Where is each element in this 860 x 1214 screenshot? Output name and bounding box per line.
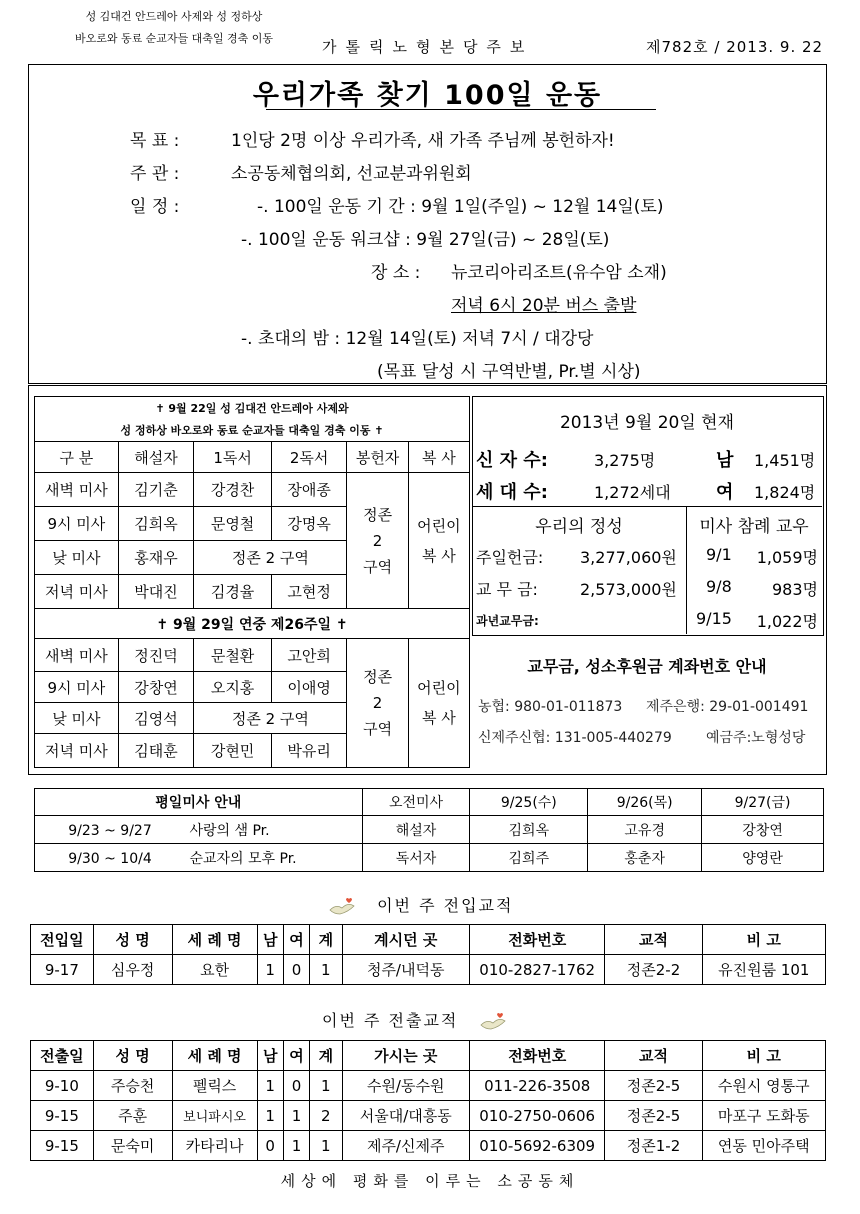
weekday-cell: 홍춘자 <box>588 844 702 872</box>
transfer-out-title: 이번 주 전출교적 <box>322 1011 459 1030</box>
transfer-cell: 수원/동수원 <box>342 1071 469 1101</box>
weekday-period <box>35 816 363 844</box>
roster-title-cell <box>35 397 470 442</box>
weekday-cell: 고유경 <box>588 816 702 844</box>
transfer-cell: 010-2827-1762 <box>469 955 605 985</box>
attend-count: 983명 <box>772 580 818 599</box>
transfer-header: 전화번호 <box>469 1041 605 1071</box>
dove-heart-icon <box>479 1011 507 1033</box>
transfer-cell: 정존1-2 <box>605 1131 702 1161</box>
transfer-header: 남 <box>257 1041 283 1071</box>
col-header: 복 사 <box>408 442 469 473</box>
transfer-header: 전화번호 <box>469 925 605 955</box>
transfer-header: 여 <box>283 925 309 955</box>
col-header: 1독서 <box>194 442 272 473</box>
households-label: 세 대 수: <box>476 482 548 503</box>
transfer-header: 세 례 명 <box>172 925 257 955</box>
pr-name: 순교자의 모후 Pr. <box>189 850 297 867</box>
offering-line: 2 <box>372 694 383 712</box>
roster-cell: 강창연 <box>118 672 194 703</box>
roster-cell: 정존 2 구역 <box>194 703 347 734</box>
roster-cell: 정존 2 구역 <box>194 541 347 575</box>
transfer-cell: 수원시 영통구 <box>702 1071 825 1101</box>
transfer-cell: 1 <box>310 955 342 985</box>
transfer-header: 성 명 <box>93 1041 172 1071</box>
roster-cell: 장애종 <box>271 473 347 507</box>
transfer-cell: 2 <box>310 1101 342 1131</box>
transfer-out-table <box>30 1040 826 1161</box>
transfer-cell: 제주/신제주 <box>342 1131 469 1161</box>
roster-cell: 오지홍 <box>194 672 272 703</box>
award-note: (목표 달성 시 구역반별, Pr.별 시상) <box>377 362 641 382</box>
bulletin-name: 가톨릭노형본당주보 <box>322 38 534 56</box>
male-label: 남 <box>716 450 734 471</box>
roster-cell: 김영석 <box>118 703 194 734</box>
weekday-period <box>35 844 363 872</box>
offering-group <box>347 639 408 768</box>
transfer-cell: 1 <box>257 1071 283 1101</box>
weekday-mass-table <box>34 788 824 872</box>
transfer-cell: 카타리나 <box>172 1131 257 1161</box>
transfer-cell: 1 <box>283 1131 309 1161</box>
roster-title-week2: ✝ 9월 29일 연중 제26주일 ✝ <box>35 609 470 639</box>
transfer-cell: 심우정 <box>93 955 172 985</box>
mass-name: 9시 미사 <box>35 507 119 541</box>
weekday-header: 오전미사 <box>362 789 470 816</box>
past-due-label: 과년교무금: <box>476 614 539 628</box>
footer-motto: 세상에 평화를 이루는 소공동체 <box>280 1172 580 1190</box>
offering-group <box>347 473 408 609</box>
server-line: 복 사 <box>421 546 456 565</box>
female-count: 1,824명 <box>754 483 816 502</box>
bank-shinhyup: 신제주신협: 131-005-440279 <box>478 730 672 746</box>
believers-count: 3,275명 <box>594 451 656 470</box>
roster-cell: 문영철 <box>194 507 272 541</box>
roster-cell: 박대진 <box>118 575 194 609</box>
transfer-header: 남 <box>257 925 283 955</box>
offering-line: 정존 <box>363 505 393 524</box>
transfer-header: 성 명 <box>93 925 172 955</box>
parish-due-label: 교 무 금: <box>476 580 538 599</box>
transfer-in-table <box>30 924 826 985</box>
believers-label: 신 자 수: <box>476 450 548 471</box>
attend-date: 9/1 <box>706 545 732 564</box>
transfer-header: 여 <box>283 1041 309 1071</box>
transfer-cell: 주승천 <box>93 1071 172 1101</box>
issue-info: 제782호 / 2013. 9. 22 <box>646 38 824 56</box>
bank-holder: 예금주:노형성당 <box>706 730 806 746</box>
pr-name: 사랑의 샘 Pr. <box>189 822 270 839</box>
goal-text: 1인당 2명 이상 우리가족, 새 가족 주님께 봉헌하자! <box>231 131 615 151</box>
transfer-cell: 청주/내덕동 <box>342 955 469 985</box>
roster-cell: 이애영 <box>271 672 347 703</box>
weekday-title: 평일미사 안내 <box>35 789 363 816</box>
offering-line: 정존 <box>363 668 393 686</box>
bank-nh: 농협: 980-01-011873 <box>478 699 623 715</box>
transfer-cell: 정존2-5 <box>605 1101 702 1131</box>
place-text: 뉴코리아리조트(유수암 소재) <box>451 263 667 283</box>
transfer-header: 전입일 <box>31 925 94 955</box>
goal-label: 목 표 : <box>130 131 180 151</box>
host-text: 소공동체협의회, 선교분과위원회 <box>231 164 472 184</box>
transfer-in-title: 이번 주 전입교적 <box>377 896 514 915</box>
roster-cell: 김태훈 <box>118 734 194 768</box>
roster-cell: 강현민 <box>194 734 272 768</box>
roster-cell: 김희옥 <box>118 507 194 541</box>
transfer-cell: 문숙미 <box>93 1131 172 1161</box>
attend-date: 9/15 <box>696 609 732 628</box>
transfer-header: 가시는 곳 <box>342 1041 469 1071</box>
transfer-cell: 요한 <box>172 955 257 985</box>
weekday-day: 9/27(금) <box>702 789 824 816</box>
offering-title: 우리의 정성 <box>535 517 623 537</box>
attend-count: 1,022명 <box>756 612 818 631</box>
col-header: 구 분 <box>35 442 119 473</box>
server-line: 복 사 <box>421 709 456 727</box>
sunday-offering: 3,277,060원 <box>580 548 677 567</box>
roster-cell: 강명옥 <box>271 507 347 541</box>
transfer-header: 계 <box>310 1041 342 1071</box>
campaign-box <box>28 64 827 384</box>
mass-name: 저녁 미사 <box>35 575 119 609</box>
host-label: 주 관 : <box>130 164 180 184</box>
roster-cell: 김경율 <box>194 575 272 609</box>
roster-cell: 홍재우 <box>118 541 194 575</box>
transfer-header: 세 례 명 <box>172 1041 257 1071</box>
transfer-header: 계시던 곳 <box>342 925 469 955</box>
invitation-night: -. 초대의 밤 : 12월 14일(토) 저녁 7시 / 대강당 <box>241 329 594 349</box>
server-line: 어린이 <box>417 516 461 535</box>
roster-title-line1: ✝ 9월 22일 성 김대건 안드레아 사제와 <box>155 402 349 415</box>
transfer-cell: 1 <box>310 1131 342 1161</box>
mass-roster-table <box>34 396 470 768</box>
offering-line: 구역 <box>363 720 393 738</box>
col-header: 봉헌자 <box>347 442 408 473</box>
transfer-cell: 1 <box>257 955 283 985</box>
transfer-cell: 0 <box>283 955 309 985</box>
transfer-cell: 마포구 도화동 <box>702 1101 825 1131</box>
mass-name: 저녁 미사 <box>35 734 119 768</box>
transfer-cell: 연동 민아주택 <box>702 1131 825 1161</box>
roster-cell: 문철환 <box>194 639 272 672</box>
attend-count: 1,059명 <box>756 548 818 567</box>
stats-date: 2013년 9월 20일 현재 <box>559 413 735 433</box>
transfer-out-heading <box>322 1008 507 1033</box>
weekday-role: 해설자 <box>362 816 470 844</box>
transfer-cell: 0 <box>257 1131 283 1161</box>
male-count: 1,451명 <box>754 451 816 470</box>
transfer-header: 계 <box>310 925 342 955</box>
schedule-period: -. 100일 운동 기 간 : 9월 1일(주일) ~ 12월 14일(토) <box>257 197 664 217</box>
parish-due: 2,573,000원 <box>580 580 677 599</box>
transfer-cell: 유진원룸 101 <box>702 955 825 985</box>
bank-title: 교무금, 성소후원금 계좌번호 안내 <box>527 657 767 676</box>
weekday-cell: 김희주 <box>470 844 588 872</box>
roster-cell: 김기춘 <box>118 473 194 507</box>
transfer-cell: 1 <box>283 1101 309 1131</box>
col-header: 해설자 <box>118 442 194 473</box>
transfer-cell: 010-5692-6309 <box>469 1131 605 1161</box>
mass-name: 낮 미사 <box>35 541 119 575</box>
header-feast-line1: 성 김대건 안드레아 사제와 성 정하상 <box>85 10 263 23</box>
attend-title: 미사 참례 교우 <box>699 517 809 537</box>
header-feast-line2: 바오로와 동료 순교자들 대축일 경축 이동 <box>74 32 274 45</box>
dove-heart-icon <box>328 896 356 918</box>
roster-cell: 박유리 <box>271 734 347 768</box>
transfer-cell: 정존2-2 <box>605 955 702 985</box>
schedule-label: 일 정 : <box>130 197 180 217</box>
transfer-cell: 1 <box>257 1101 283 1131</box>
schedule-workshop: -. 100일 운동 워크샵 : 9월 27일(금) ~ 28일(토) <box>241 230 610 250</box>
transfer-cell: 보니파시오 <box>172 1101 257 1131</box>
roster-cell: 고현정 <box>271 575 347 609</box>
transfer-header: 교적 <box>605 1041 702 1071</box>
col-header: 2독서 <box>271 442 347 473</box>
offering-line: 2 <box>372 531 383 550</box>
weekday-day: 9/25(수) <box>470 789 588 816</box>
roster-cell: 고안희 <box>271 639 347 672</box>
transfer-cell: 9-17 <box>31 955 94 985</box>
roster-title-line2: 성 정하상 바오로와 동료 순교자들 대축일 경축 이동 ✝ <box>120 424 384 437</box>
transfer-in-heading <box>328 893 513 918</box>
transfer-cell: 010-2750-0606 <box>469 1101 605 1131</box>
households-count: 1,272세대 <box>594 483 671 502</box>
weekday-cell: 양영란 <box>702 844 824 872</box>
transfer-cell: 서울대/대흥동 <box>342 1101 469 1131</box>
female-label: 여 <box>716 482 734 503</box>
server-line: 어린이 <box>417 679 461 697</box>
transfer-cell: 펠릭스 <box>172 1071 257 1101</box>
transfer-cell: 0 <box>283 1071 309 1101</box>
mass-name: 새벽 미사 <box>35 639 119 672</box>
roster-cell: 강경찬 <box>194 473 272 507</box>
header-feast-title <box>30 6 318 50</box>
weekday-role: 독서자 <box>362 844 470 872</box>
transfer-cell: 9-10 <box>31 1071 94 1101</box>
campaign-title: 우리가족 찾기 100일 운동 <box>252 80 603 111</box>
weekday-cell: 김희옥 <box>470 816 588 844</box>
altar-server <box>408 639 469 768</box>
place-label: 장 소 : <box>371 263 421 283</box>
sunday-offering-label: 주일헌금: <box>476 548 544 567</box>
transfer-cell: 9-15 <box>31 1101 94 1131</box>
stats-divider <box>472 506 822 507</box>
mass-name: 9시 미사 <box>35 672 119 703</box>
mass-name: 낮 미사 <box>35 703 119 734</box>
weekday-cell: 강창연 <box>702 816 824 844</box>
mass-name: 새벽 미사 <box>35 473 119 507</box>
roster-cell: 정진덕 <box>118 639 194 672</box>
transfer-cell: 정존2-5 <box>605 1071 702 1101</box>
bank-jeju: 제주은행: 29-01-001491 <box>646 699 809 715</box>
title-underline <box>266 109 656 110</box>
transfer-header: 비 고 <box>702 1041 825 1071</box>
transfer-header: 전출일 <box>31 1041 94 1071</box>
transfer-cell: 주훈 <box>93 1101 172 1131</box>
weekday-day: 9/26(목) <box>588 789 702 816</box>
transfer-cell: 011-226-3508 <box>469 1071 605 1101</box>
bus-text: 저녁 6시 20분 버스 출발 <box>451 296 637 316</box>
transfer-cell: 1 <box>310 1071 342 1101</box>
transfer-header: 교적 <box>605 925 702 955</box>
attend-date: 9/8 <box>706 577 732 596</box>
period-range: 9/30 ~ 10/4 <box>68 850 152 867</box>
transfer-header: 비 고 <box>702 925 825 955</box>
altar-server <box>408 473 469 609</box>
period-range: 9/23 ~ 9/27 <box>68 822 152 839</box>
offering-line: 구역 <box>363 557 393 576</box>
transfer-cell: 9-15 <box>31 1131 94 1161</box>
